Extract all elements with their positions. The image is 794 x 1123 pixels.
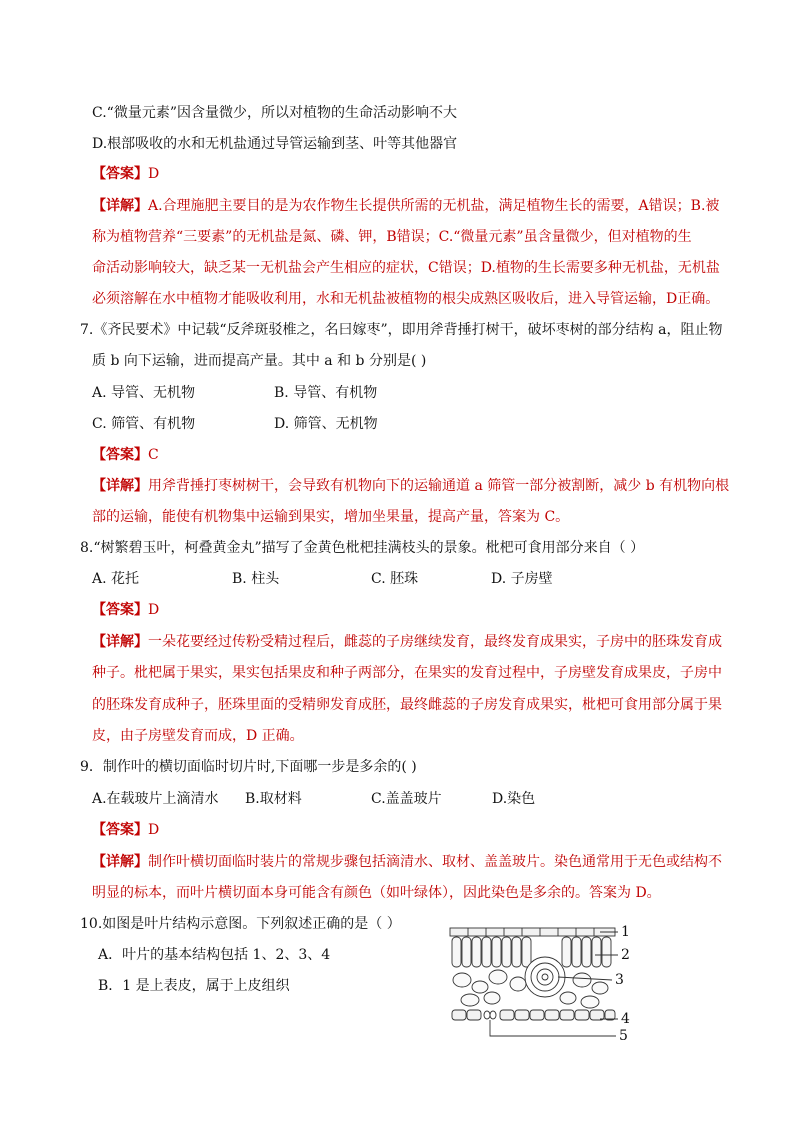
q10-option-b: B．1 是上表皮，属于上皮组织 — [98, 978, 290, 994]
q8-detail-line-3: 的胚珠发育成种子，胚珠里面的受精卵发育成胚，最终雌蕊的子房发育成果实，枇杷可食用部分属于果 — [92, 697, 722, 713]
q6-option-c: C.“微量元素”因含量微少，所以对植物的生命活动影响不大 — [92, 105, 457, 121]
q9-detail-line-1 — [92, 852, 722, 872]
q6-detail-line-3: 命活动影响较大，缺乏某一无机盐会产生相应的症状，C错误；D.植物的生长需要多种无机盐，无机盐 — [92, 260, 720, 276]
figure-label-1: 1 — [621, 924, 630, 940]
q7-answer — [92, 445, 159, 465]
q8-option-c: C. 胚珠 — [371, 571, 419, 587]
q7-option-b: B. 导管、有机物 — [274, 385, 378, 401]
q8-option-d: D. 子房壁 — [491, 571, 553, 587]
q8-answer — [92, 600, 159, 620]
answer-value: D — [148, 822, 160, 838]
answer-value: C — [148, 447, 159, 463]
q9-stem: 9．制作叶的横切面临时切片时,下面哪一步是多余的( ) — [80, 759, 417, 775]
leaf-cross-section-diagram — [440, 922, 640, 1052]
detail-text: 用斧背捶打枣树树干，会导致有机物向下的运输通道 a 筛管一部分被割断，减少 b 有机物向根 — [148, 478, 730, 494]
answer-tag: 【答案】 — [92, 822, 148, 838]
q6-detail-line-2: 称为植物营养“三要素”的无机盐是氮、磷、钾，B错误；C.“微量元素”虽含量微少，但对植物的生 — [92, 229, 692, 245]
q7-detail-line-2: 部的运输，能使有机物集中运输到果实，增加坐果量，提高产量，答案为 C。 — [92, 509, 570, 525]
q7-option-a: A. 导管、无机物 — [92, 385, 196, 401]
q10-option-a: A．叶片的基本结构包括 1、2、3、4 — [98, 947, 331, 963]
detail-tag: 【详解】 — [92, 854, 148, 870]
q6-option-d: D.根部吸收的水和无机盐通过导管运输到茎、叶等其他器官 — [92, 136, 458, 152]
q8-detail-line-2: 种子。枇杷属于果实，果实包括果皮和种子两部分，在果实的发育过程中，子房壁发育成果皮，子房中 — [92, 665, 722, 681]
figure-label-3: 3 — [615, 972, 624, 988]
q6-answer — [92, 164, 159, 184]
q8-stem: 8.“树繁碧玉叶，柯叠黄金丸”描写了金黄色枇杷挂满枝头的景象。枇杷可食用部分来自（ ） — [80, 540, 645, 556]
detail-tag: 【详解】 — [92, 478, 148, 494]
detail-text: 制作叶横切面临时装片的常规步骤包括滴清水、取材、盖盖玻片。染色通常用于无色或结构不 — [148, 854, 722, 870]
q10-stem: 10.如图是叶片结构示意图。下列叙述正确的是（ ） — [80, 916, 401, 932]
q6-detail-line-1 — [92, 196, 719, 216]
q9-answer — [92, 820, 159, 840]
answer-value: D — [148, 166, 160, 182]
q7-stem-line-1: 7.《齐民要术》中记载“反斧斑驳椎之，名曰嫁枣”，即用斧背捶打树干，破坏枣树的部分结构 a，阻止物 — [80, 322, 723, 338]
answer-tag: 【答案】 — [92, 166, 148, 182]
q8-detail-line-4: 皮，由子房壁发育而成，D 正确。 — [92, 728, 304, 744]
q9-option-a: A.在载玻片上滴清水 — [92, 791, 219, 807]
figure-label-5: 5 — [619, 1028, 628, 1044]
figure-label-2: 2 — [621, 947, 630, 963]
q9-option-d: D.染色 — [492, 791, 536, 807]
answer-value: D — [148, 602, 160, 618]
answer-tag: 【答案】 — [92, 447, 148, 463]
figure-label-4: 4 — [621, 1011, 630, 1027]
q8-detail-line-1 — [92, 632, 722, 652]
detail-text: A.合理施肥主要目的是为农作物生长提供所需的无机盐，满足植物生长的需要，A错误；B.被 — [148, 198, 720, 214]
q7-detail-line-1 — [92, 476, 729, 496]
q7-stem-line-2: 质 b 向下运输，进而提高产量。其中 a 和 b 分别是( ) — [92, 353, 427, 369]
detail-text: 一朵花要经过传粉受精过程后，雌蕊的子房继续发育，最终发育成果实，子房中的胚珠发育成 — [148, 634, 722, 650]
detail-tag: 【详解】 — [92, 634, 148, 650]
q8-option-b: B. 柱头 — [232, 571, 280, 587]
answer-tag: 【答案】 — [92, 602, 148, 618]
q8-option-a: A. 花托 — [92, 571, 140, 587]
q9-detail-line-2: 明显的标本，而叶片横切面本身可能含有颜色（如叶绿体），因此染色是多余的。答案为 D。 — [92, 885, 661, 901]
q6-detail-line-4: 必须溶解在水中植物才能吸收利用，水和无机盐被植物的根尖成熟区吸收后，进入导管运输，D正确。 — [92, 291, 720, 307]
q7-option-c: C. 筛管、有机物 — [92, 416, 196, 432]
detail-tag: 【详解】 — [92, 198, 148, 214]
q7-option-d: D. 筛管、无机物 — [274, 416, 378, 432]
q9-option-b: B.取材料 — [245, 791, 302, 807]
q9-option-c: C.盖盖玻片 — [371, 791, 442, 807]
